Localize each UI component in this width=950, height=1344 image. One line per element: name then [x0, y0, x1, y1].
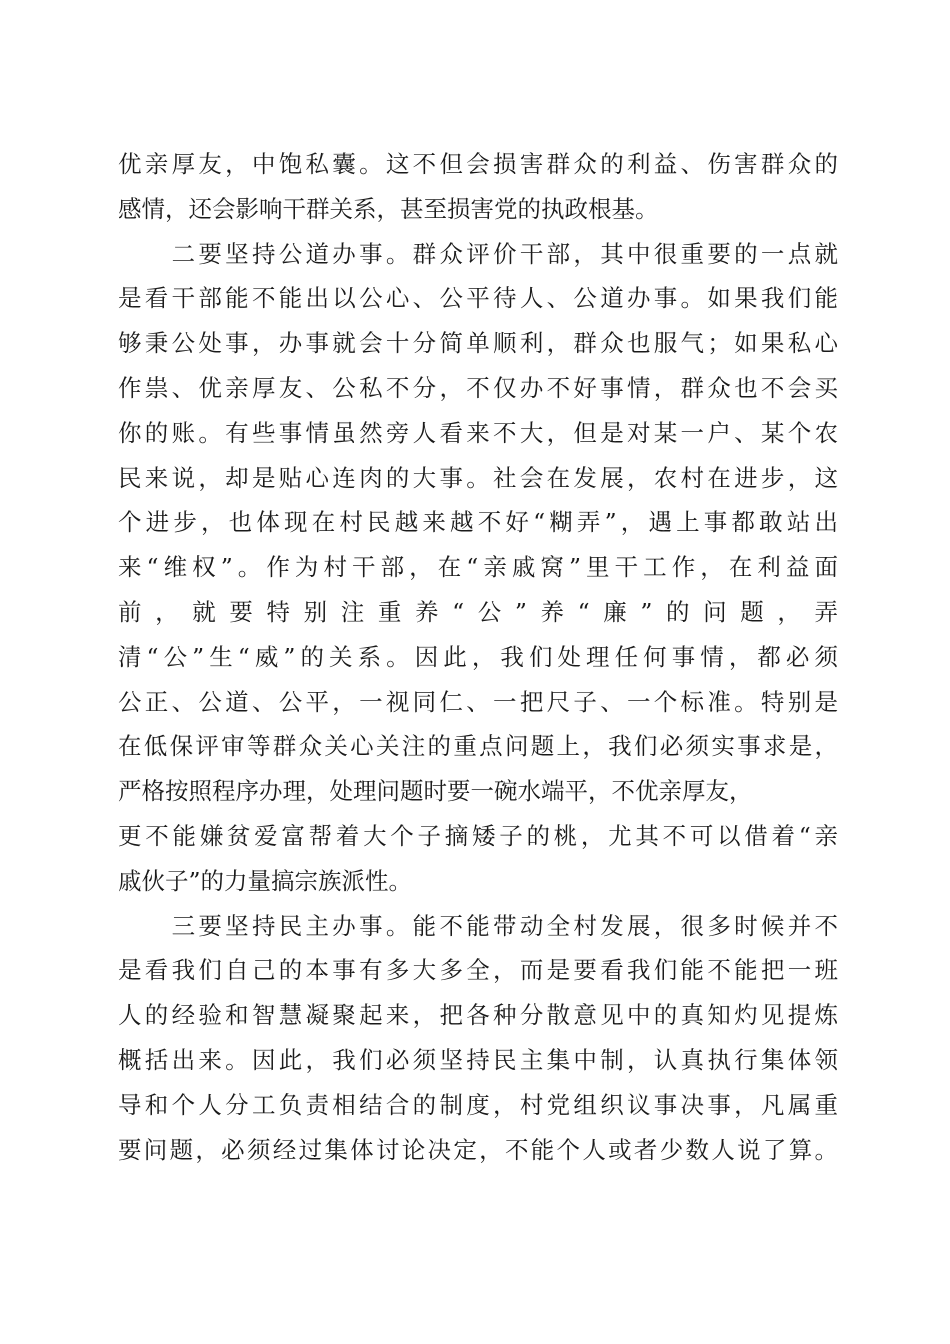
text-line: 民来说，却是贴心连肉的大事。社会在发展，农村在进步，这	[118, 463, 838, 492]
text-line: 三要坚持民主办事。能不能带动全村发展，很多时候并不	[118, 911, 838, 940]
text-line: 公正、公道、公平，一视同仁、一把尺子、一个标准。特别是	[118, 687, 838, 716]
text-line: 在低保评审等群众关心关注的重点问题上，我们必须实事求是，	[118, 732, 838, 761]
text-line: 你的账。有些事情虽然旁人看来不大，但是对某一户、某个农	[118, 418, 838, 447]
text-line: 是看干部能不能出以公心、公平待人、公道办事。如果我们能	[118, 284, 838, 313]
text-line: 够秉公处事，办事就会十分简单顺利，群众也服气；如果私心	[118, 329, 838, 358]
text-line: 戚伙子”的力量搞宗族派性。	[118, 866, 413, 895]
text-line: 严格按照程序办理，处理问题时要一碗水端平，不优亲厚友，	[118, 777, 753, 806]
text-line: 人的经验和智慧凝聚起来，把各种分散意见中的真知灼见提炼	[118, 1001, 838, 1030]
text-line: 感情，还会影响干群关系，甚至损害党的执政根基。	[118, 194, 659, 223]
text-line: 更不能嫌贫爱富帮着大个子摘矮子的桃，尤其不可以借着“亲	[118, 821, 838, 850]
text-line: 清“公”生“威”的关系。因此，我们处理任何事情，都必须	[118, 642, 838, 671]
body-text	[118, 142, 838, 1172]
text-line: 优亲厚友，中饱私囊。这不但会损害群众的利益、伤害群众的	[118, 150, 838, 178]
text-line: 导和个人分工负责相结合的制度，村党组织议事决事，凡属重	[118, 1090, 838, 1119]
text-line: 作祟、优亲厚友、公私不分，不仅办不好事情，群众也不会买	[118, 373, 838, 402]
text-line: 二要坚持公道办事。群众评价干部，其中很重要的一点就	[118, 239, 838, 268]
text-line: 概括出来。因此，我们必须坚持民主集中制，认真执行集体领	[118, 1045, 838, 1074]
text-line: 前，就要特别注重养“公”养“廉”的问题，弄	[118, 597, 838, 626]
text-line: 要问题，必须经过集体讨论决定，不能个人或者少数人说了算。	[118, 1135, 838, 1164]
text-line: 是看我们自己的本事有多大多全，而是要看我们能不能把一班	[118, 956, 838, 985]
text-line: 来“维权”。作为村干部，在“亲戚窝”里干工作，在利益面	[118, 553, 838, 582]
text-line: 个进步，也体现在村民越来越不好“糊弄”，遇上事都敢站出	[118, 508, 838, 537]
